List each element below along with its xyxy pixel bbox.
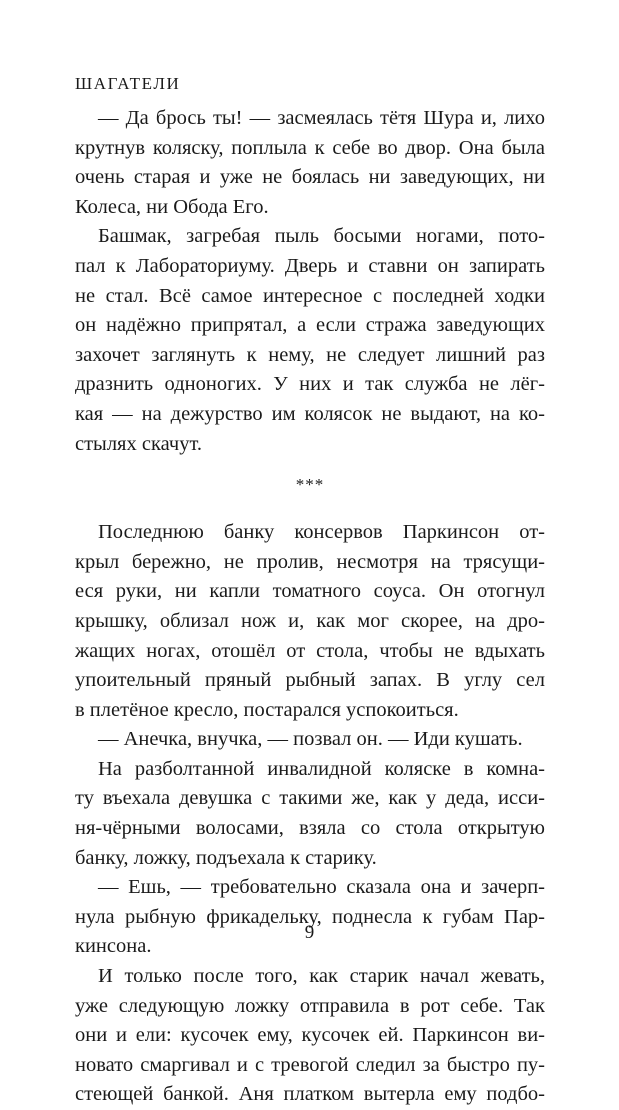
paragraph-5 xyxy=(75,755,545,873)
text-line: захочет заглянуть к нему, не следует лишний раз xyxy=(75,343,545,366)
text-line: Колеса, ни Обода Его. xyxy=(75,195,269,218)
text-line: еся руки, ни капли томатного соуса. Он отогнул xyxy=(75,580,545,603)
text-line: банку, ложку, подъехала к старику. xyxy=(75,846,377,869)
text-line: И только после того, как старик начал жевать, xyxy=(98,965,545,988)
text-line: ня-чёрными волосами, взяла со стола открытую xyxy=(75,817,545,840)
text-line: крыл бережно, не пролив, несмотря на трясущи- xyxy=(75,550,545,573)
text-line: кая — на дежурство им колясок не выдают, на ко- xyxy=(75,402,545,425)
text-line: он надёжно припрятал, а если стража заведующих xyxy=(75,314,545,337)
paragraph-1 xyxy=(75,104,545,222)
text-line: — Ешь, — требовательно сказала она и зачерп- xyxy=(98,876,545,899)
paragraph-4 xyxy=(75,725,545,755)
body-text xyxy=(75,104,545,1110)
text-line: крышку, облизал нож и, как мог скорее, на дро- xyxy=(75,609,545,632)
section-separator: *** xyxy=(295,475,325,495)
text-line: Последнюю банку консервов Паркинсон от- xyxy=(98,521,545,544)
text-line: очень старая и уже не боялась ни заведующих, ни xyxy=(75,166,545,189)
text-line: — Да брось ты! — засмеялась тётя Шура и, лихо xyxy=(98,107,545,129)
text-line: Башмак, загребая пыль босыми ногами, пото- xyxy=(98,225,545,248)
text-line: в плетёное кресло, постарался успокоиться. xyxy=(75,698,459,721)
text-line: крутнув коляску, поплыла к себе во двор. Она была xyxy=(75,136,545,159)
text-line: дразнить одноногих. У них и так служба не лёг- xyxy=(75,373,545,396)
text-line: — Анечка, внучка, — позвал он. — Иди кушать. xyxy=(98,728,523,751)
running-head: ШАГАТЕЛИ xyxy=(75,74,181,93)
text-line: кинсона. xyxy=(75,935,152,958)
text-line: На разболтанной инвалидной коляске в комна- xyxy=(98,757,545,780)
text-line: не стал. Всё самое интересное с последней ходки xyxy=(75,284,545,307)
text-line: ту въехала девушка с такими же, как у деда, исси- xyxy=(75,787,545,810)
paragraph-3 xyxy=(75,518,545,725)
text-line: упоительный пряный рыбный запах. В углу сел xyxy=(75,669,545,692)
text-line: нула рыбную фрикадельку, поднесла к губам Пар- xyxy=(75,905,545,928)
text-line: пал к Лабораториуму. Дверь и ставни он запирать xyxy=(75,254,545,277)
text-line: они и ели: кусочек ему, кусочек ей. Паркинсон ви- xyxy=(75,1024,545,1047)
text-line: стылях скачут. xyxy=(75,432,202,455)
page-number: 9 xyxy=(304,922,315,943)
text-line: жащих ногах, отошёл от стола, чтобы не вдыхать xyxy=(75,639,545,662)
text-line: новато смаргивал и с тревогой следил за быстро пу- xyxy=(75,1053,545,1076)
paragraph-2 xyxy=(75,222,545,459)
text-line: уже следующую ложку отправила в рот себе. Так xyxy=(75,994,545,1017)
paragraph-7 xyxy=(75,962,545,1110)
paragraph-6 xyxy=(75,873,545,962)
text-line: стеющей банкой. Аня платком вытерла ему подбо- xyxy=(75,1083,545,1106)
